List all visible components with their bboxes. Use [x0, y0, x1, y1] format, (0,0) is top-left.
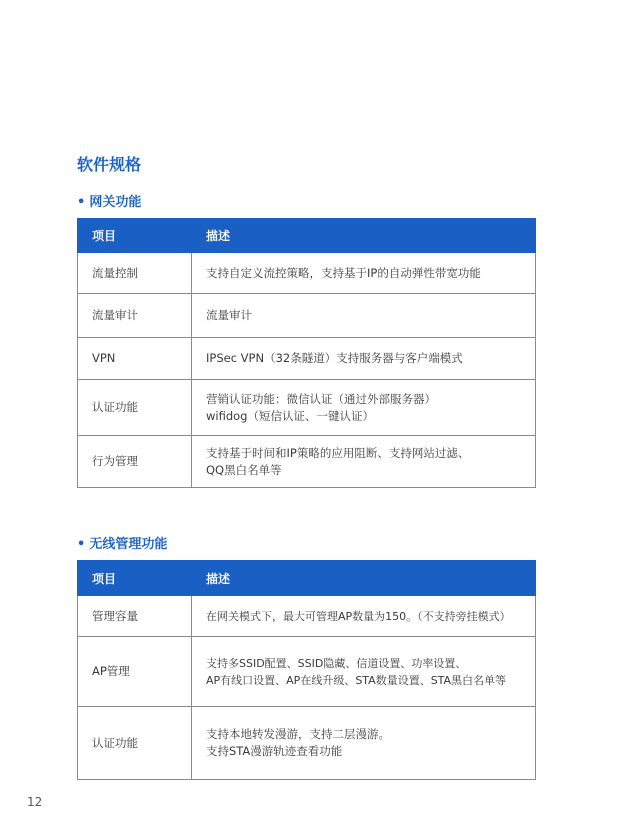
subsection-title-text: 无线管理功能	[89, 537, 168, 552]
row-desc	[192, 253, 536, 294]
row-desc	[192, 436, 536, 488]
header-desc: 描述	[192, 219, 536, 253]
page-number: 12	[27, 795, 43, 809]
desc-line: 在网关模式下，最大可管理AP数量为150。（不支持旁挂模式）	[206, 609, 511, 623]
desc-line: 支持多SSID配置、SSID隐藏、信道设置、功率设置、	[206, 656, 467, 670]
table-row	[78, 707, 536, 780]
row-item: AP管理	[78, 637, 192, 707]
desc-line: AP有线口设置、AP在线升级、STA数量设置、STA黑白名单等	[206, 673, 507, 687]
table-row	[78, 436, 536, 488]
desc-line: wifidog（短信认证、一键认证）	[206, 408, 374, 423]
table-header-row	[78, 561, 536, 596]
row-item: 行为管理	[78, 436, 192, 488]
table-row	[78, 596, 536, 637]
desc-line: 支持自定义流控策略，支持基于IP的自动弹性带宽功能	[206, 265, 481, 280]
subsection-title-wireless	[77, 533, 167, 552]
row-desc	[192, 294, 536, 338]
row-desc	[192, 596, 536, 637]
row-desc	[192, 380, 536, 436]
row-item: 认证功能	[78, 380, 192, 436]
gateway-spec-table	[77, 218, 536, 488]
table-row	[78, 380, 536, 436]
table-header-row	[78, 219, 536, 253]
desc-line: 支持STA漫游轨迹查看功能	[206, 744, 343, 758]
header-item: 项目	[78, 219, 192, 253]
bullet: •	[77, 195, 86, 210]
table-row	[78, 294, 536, 338]
row-desc	[192, 338, 536, 380]
header-desc: 描述	[192, 561, 536, 596]
desc-line: QQ黑白名单等	[206, 462, 282, 477]
row-item: 流量审计	[78, 294, 192, 338]
row-desc	[192, 637, 536, 707]
subsection-title-text: 网关功能	[89, 195, 142, 210]
row-item: 认证功能	[78, 707, 192, 780]
table-row	[78, 338, 536, 380]
row-item: VPN	[78, 338, 192, 380]
subsection-title-gateway	[77, 191, 141, 210]
desc-line: 支持基于时间和IP策略的应用阻断、支持网站过滤、	[206, 445, 470, 460]
row-item: 流量控制	[78, 253, 192, 294]
desc-line: 流量审计	[206, 308, 252, 322]
table-row	[78, 637, 536, 707]
row-desc	[192, 707, 536, 780]
desc-line: IPSec VPN（32条隧道）支持服务器与客户端模式	[206, 351, 463, 365]
desc-line: 支持本地转发漫游，支持二层漫游。	[206, 727, 390, 741]
section-title: 软件规格	[77, 155, 142, 174]
row-item: 管理容量	[78, 596, 192, 637]
header-item: 项目	[78, 561, 192, 596]
wireless-spec-table	[77, 560, 536, 780]
bullet: •	[77, 537, 86, 552]
desc-line: 营销认证功能：微信认证（通过外部服务器）	[206, 391, 436, 406]
table-row	[78, 253, 536, 294]
